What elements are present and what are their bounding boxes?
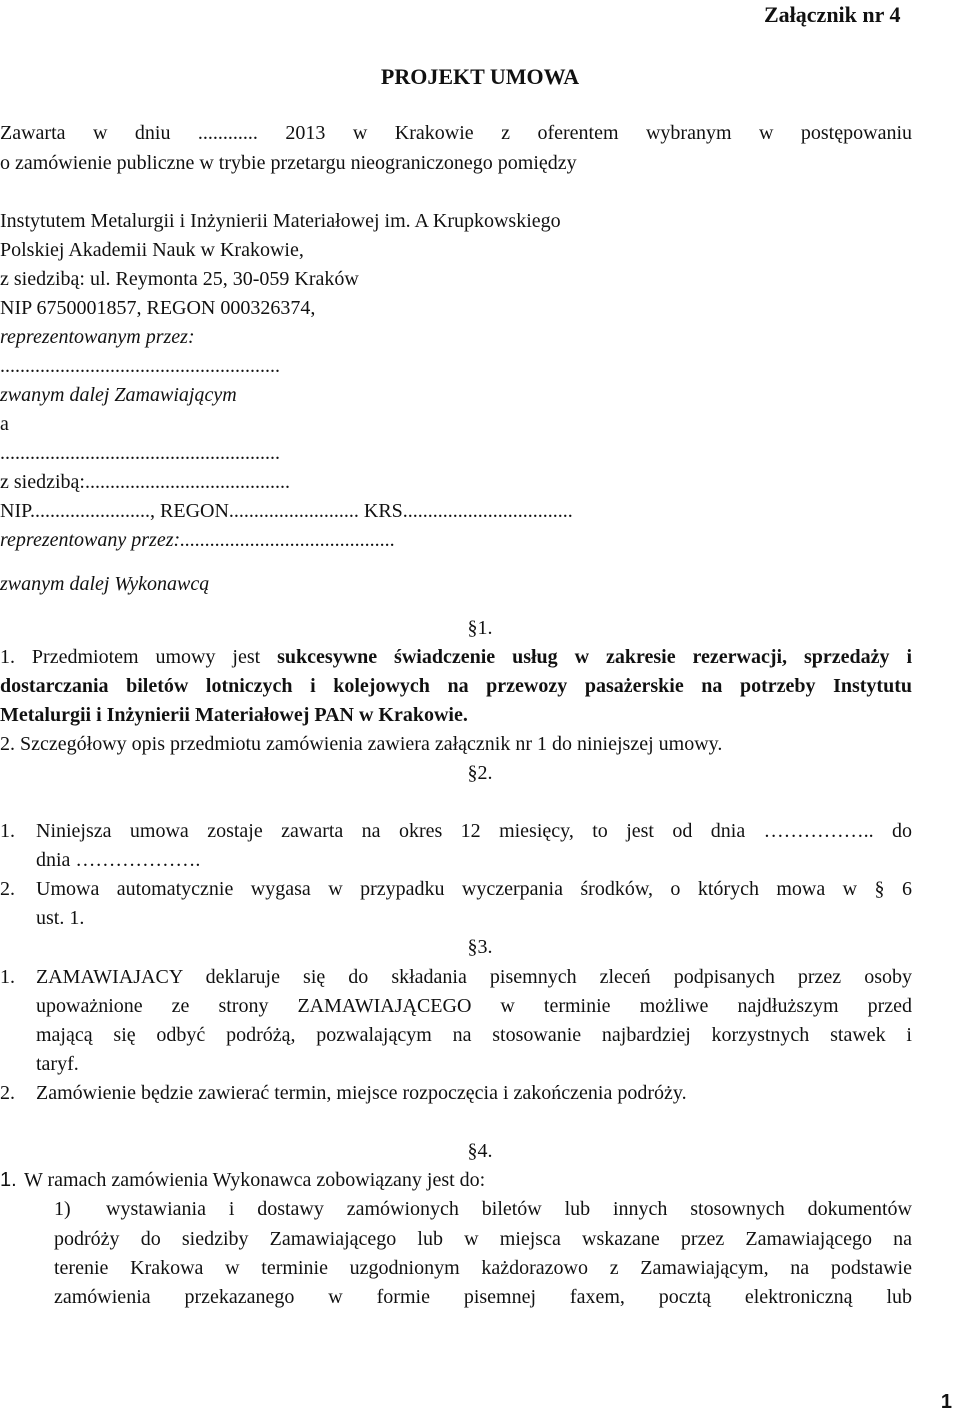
contractor-name-dots: ........................................................: [0, 442, 280, 464]
contractor-ids: NIP........................, REGON.......................... KRS..................................: [0, 500, 573, 522]
contractor-represented-by: reprezentowany przez:...........................................: [0, 529, 396, 551]
conjunction-and: a: [0, 413, 9, 435]
section-3-item-2-number: 2.: [0, 1082, 15, 1104]
institute-ids: NIP 6750001857, REGON 000326374,: [0, 297, 316, 319]
section-4-heading: §4.: [467, 1140, 493, 1162]
section-2-item-1-line-2: dnia ……………….: [36, 849, 201, 871]
section-2-item-1-number: 1.: [0, 820, 15, 842]
section-4-subitem-1-line-4: zamówienia przekazanego w formie pisemnej faxem, pocztą elektroniczną lub: [54, 1286, 912, 1308]
section-3-item-1-number: 1.: [0, 966, 15, 988]
section-1-paragraph-1-line-2: dostarczania biletów lotniczych i kolejowych na przewozy pasażerskie na potrzeby Instytutu: [0, 675, 912, 697]
institute-name-line-2: Polskiej Akademii Nauk w Krakowie,: [0, 239, 304, 261]
section-3-item-1-line-2: upoważnione ze strony ZAMAWIAJĄCEGO w terminie możliwe najdłuższym przed: [36, 995, 912, 1017]
section-2-item-1-line-1: Niniejsza umowa zostaje zawarta na okres 12 miesięcy, to jest od dnia …………….. do: [36, 820, 912, 842]
institute-seat: z siedzibą: ul. Reymonta 25, 30-059 Kraków: [0, 268, 359, 290]
institute-name-line-1: Instytutem Metalurgii i Inżynierii Materiałowej im. A Krupkowskiego: [0, 210, 561, 232]
document-title: PROJEKT UMOWA: [380, 64, 580, 89]
section-2-item-2-line-2: ust. 1.: [36, 907, 85, 929]
section-4-subitem-1-number: 1): [54, 1198, 71, 1220]
section-2-item-2-number: 2.: [0, 878, 15, 900]
intro-line-2: o zamówienie publiczne w trybie przetargu nieograniczonego pomiędzy: [0, 152, 577, 174]
section-4-subitem-1-line-1: wystawiania i dostawy zamówionych biletów lub innych stosownych dokumentów: [106, 1198, 912, 1220]
institute-represented-by: reprezentowanym przez:: [0, 326, 195, 348]
section-1-paragraph-1-line-3: Metalurgii i Inżynierii Materiałowej PAN w Krakowie.: [0, 704, 468, 726]
section-3-item-1-line-4: taryf.: [36, 1053, 79, 1075]
section-3-item-1-line-1: ZAMAWIAJACY deklaruje się do składania pisemnych zleceń podpisanych przez osoby: [36, 966, 912, 988]
ordering-party-label: zwanym dalej Zamawiającym: [0, 384, 237, 406]
contractor-label: zwanym dalej Wykonawcą: [0, 573, 210, 595]
section-1-heading: §1.: [467, 617, 493, 639]
attachment-label: Załącznik nr 4: [764, 2, 901, 27]
section-2-heading: §2.: [467, 762, 493, 784]
section-3-item-2-line-1: Zamówienie będzie zawierać termin, miejsce rozpoczęcia i zakończenia podróży.: [36, 1082, 687, 1104]
section-4-item-1-number: 1.: [0, 1169, 17, 1191]
section-3-item-1-line-3: mającą się odbyć podróżą, pozwalającym na stosowanie najbardziej korzystnych stawek i: [36, 1024, 912, 1046]
contractor-seat: z siedzibą:.........................................: [0, 471, 290, 493]
section-2-item-2-line-1: Umowa automatycznie wygasa w przypadku wyczerpania środków, o których mowa w § 6: [36, 878, 912, 900]
institute-representative-dots: ........................................................: [0, 355, 280, 377]
section-3-heading: §3.: [467, 936, 493, 958]
section-4-subitem-1-line-3: terenie Krakowa w terminie uzgodnionym każdorazowo z Zamawiającym, na podstawie: [54, 1257, 912, 1279]
intro-line-1: Zawarta w dniu ............ 2013 w Krakowie z oferentem wybranym w postępowaniu: [0, 122, 912, 144]
section-4-item-1-text: W ramach zamówienia Wykonawca zobowiązany jest do:: [24, 1169, 486, 1191]
page-number: 1: [940, 1391, 952, 1413]
section-1-paragraph-1-line-1: 1. Przedmiotem umowy jest sukcesywne świadczenie usług w zakresie rezerwacji, sprzedaży i: [0, 646, 912, 668]
section-1-paragraph-2: 2. Szczegółowy opis przedmiotu zamówienia zawiera załącznik nr 1 do niniejszej umowy.: [0, 733, 723, 755]
section-4-subitem-1-line-2: podróży do siedziby Zamawiającego lub w miejsca wskazane przez Zamawiającego na: [54, 1228, 912, 1250]
